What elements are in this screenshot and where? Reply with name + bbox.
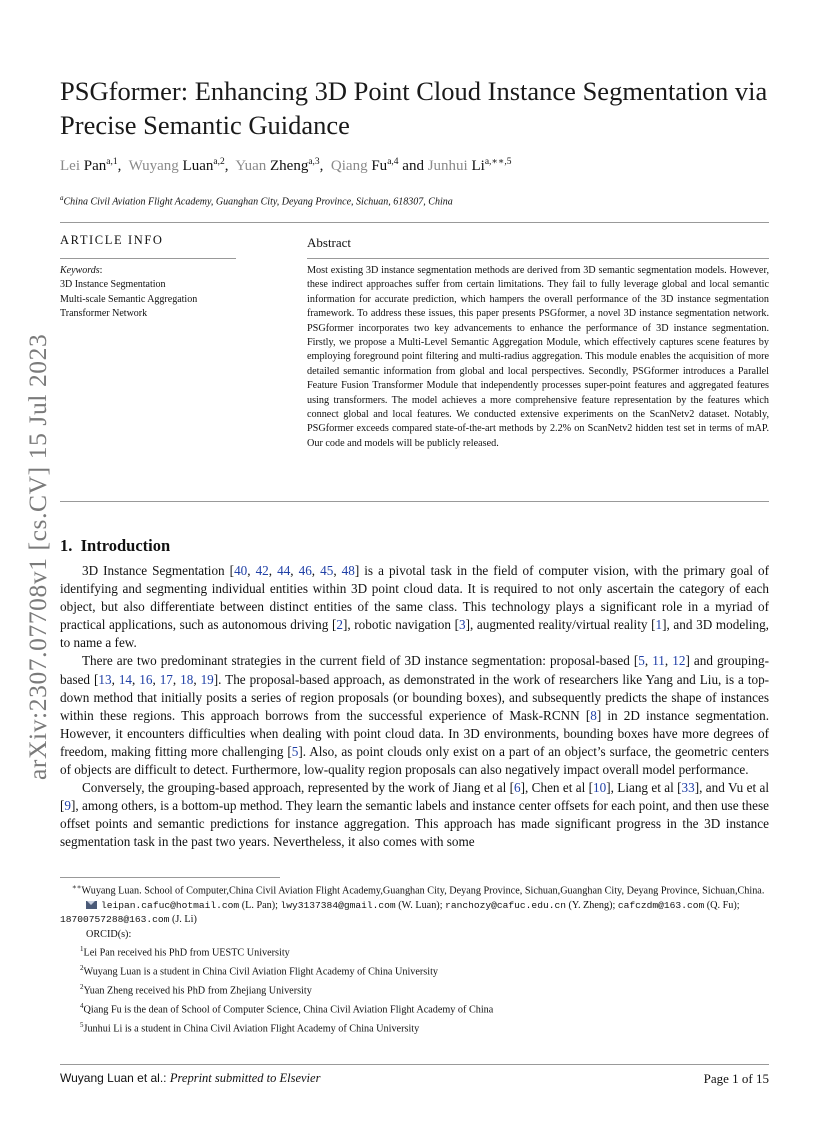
text-run: ,: [311, 563, 321, 578]
rule-after-abstract: [60, 501, 769, 502]
orcid-label: ORCID(s):: [86, 928, 132, 940]
footnote: $^1$Lei Pan received his PhD from UESTC University: [80, 945, 290, 959]
citation-link[interactable]: 45: [320, 563, 334, 578]
section-heading: 1. Introduction: [60, 536, 171, 555]
citation-link[interactable]: 10: [593, 780, 607, 796]
text-run: ,: [333, 563, 342, 578]
arxiv-side-stamp: arXiv:2307.07708v1 [cs.CV] 15 Jul 2023: [23, 333, 52, 780]
email-owner: (L. Pan);: [239, 899, 281, 911]
citation-link[interactable]: 9: [64, 798, 71, 814]
email-link[interactable]: leipan.cafuc@hotmail.com: [101, 899, 240, 911]
email-owner: (Q. Fu);: [704, 899, 740, 911]
author: Yuan Zheng$^{a,3}$: [235, 157, 320, 174]
keywords-block: Keywords: 3D Instance Segmentation Multi-scale Semantic Aggregation Transformer Network: [60, 264, 197, 322]
citation-link[interactable]: 14: [118, 671, 132, 687]
text-run: ,: [247, 563, 256, 578]
citation-link[interactable]: 19: [200, 671, 214, 687]
text-run: ,: [111, 671, 119, 687]
email-owner: (J. Li): [169, 914, 197, 926]
paragraph: [60, 562, 769, 652]
text-run: ], Chen et al [: [520, 780, 594, 796]
abstract-text: Most existing 3D instance segmentation methods are derived from 3D semantic segmentation models. However, these indirect approaches suffer from certain limitations. They fail to fully leverage global and local semantic information for accurate prediction, which hampers the overall performance of the 3D instance segmentation framework. To address these issues, this paper presents PSGformer, a novel 3D instance segmentation network. PSGformer incorporates two key advancements to enhance the performance of 3D instance segmentation. Firstly, we propose a Multi-Level Semantic Aggregation Module, which effectively captures scene features by employing foreground point filtering and multi-radius aggregation. This module enables the acquisition of more detailed semantic information from global and local perspectives. Secondly, PSGformer introduces a Parallel Feature Fusion Transformer Module that independently processes super-point features and aggregated features using transformers. The model achieves a more comprehensive feature representation by the features which connect global and local features. We conducted extensive experiments on the ScanNetv2 dataset. Notably, PSGformer exceeds compared state-of-the-art methods by 2.2% on ScanNetv2 hidden test set in terms of mAP. Our code and models will be publicly released.: [307, 265, 769, 449]
author-list: Lei Pan$^{a,1}$, Wuyang Luan$^{a,2}$, Yuan Zheng$^{a,3}$, Qiang Fu$^{a,4}$ and Junhui $Li^{a,∗∗,5}$: [60, 157, 512, 174]
text-run: ], among others, is a bottom-up method. They learn the semantic labels and instance center offsets for each point, and then use these offset points and semantic predictions for instance aggregation. This approach has made significant progress in the 3D instance segmentation task in the past two years. Nevertheless, it also comes with some: [60, 798, 769, 850]
paragraph: [60, 779, 769, 851]
footnotes: [60, 880, 769, 1037]
footnote: $^4$Qiang Fu is the dean of School of Computer Science, China Civil Aviation Flight Academy of China: [80, 1002, 494, 1016]
email-link[interactable]: 18700757288@163.com: [60, 914, 170, 926]
keyword: 3D Instance Segmentation: [60, 279, 166, 291]
citation-link[interactable]: 6: [514, 780, 521, 796]
citation-link[interactable]: 11: [652, 653, 665, 669]
text-run: ] and grouping-based [: [60, 653, 770, 687]
paper-title: PSGformer: Enhancing 3D Point Cloud Instance Segmentation via Precise Semantic Guidance: [60, 76, 768, 140]
citation-link[interactable]: 48: [341, 563, 355, 578]
citation-link[interactable]: 40: [234, 563, 248, 578]
text-run: ,: [290, 563, 299, 578]
citation-link[interactable]: 16: [139, 671, 153, 687]
envelope-icon: [86, 901, 97, 909]
text-run: ]. Also, as point clouds only exist on a part of an object’s surface, the geometric centers of objects are difficult to detect. Furthermore, low-quality region proposals can also negatively impact overall model performance.: [60, 743, 769, 778]
text-run: ,: [664, 653, 673, 669]
citation-link[interactable]: 13: [98, 671, 112, 687]
running-footer: Wuyang Luan et al.: Preprint submitted to Elsevier: [60, 1071, 321, 1085]
text-run: ,: [172, 671, 181, 687]
rule-article-info: [60, 258, 236, 259]
citation-link[interactable]: 42: [255, 563, 269, 578]
citation-link[interactable]: 17: [159, 671, 173, 687]
email-link[interactable]: cafczdm@163.com: [617, 899, 705, 911]
rule-footnotes: [60, 877, 280, 878]
keyword: Multi-scale Semantic Aggregation: [60, 293, 198, 305]
page-number: Page 1 of 15: [703, 1071, 769, 1086]
text-run: Conversely, the grouping-based approach, represented by the work of Jiang et al [: [82, 780, 515, 796]
citation-link[interactable]: 2: [336, 617, 343, 633]
text-run: 3D Instance Segmentation [: [82, 563, 235, 578]
text-run: ] is a pivotal task in the field of computer vision, with the primary goal of identifying and segmenting individual entities within 3D point cloud data. It is required to not only ascertain the category of each object, but also differentiate between distinct entities of the same class. This technology plays a significant role in a myriad of practical applications, such as autonomous driving [: [60, 563, 770, 633]
citation-link[interactable]: 5: [291, 743, 299, 759]
text-run: ,: [132, 671, 140, 687]
email-link[interactable]: lwy3137384@gmail.com: [280, 899, 396, 911]
text-run: ], and 3D modeling, to name a few.: [60, 617, 769, 651]
footnote: $^5$Junhui Li is a student in China Civil Aviation Flight Academy of China University: [80, 1020, 420, 1035]
author: Wuyang Luan$^{a,2}$: [128, 157, 225, 174]
keywords-label: Keywords: [60, 265, 100, 276]
citation-link[interactable]: 3: [458, 617, 466, 633]
paragraph: [60, 652, 769, 779]
text-run: ]. The proposal-based approach, as demonstrated in the work of researchers like Yang and Liu, is a top-down method that initially posits a series of region proposals (or bounding boxes), and subsequently predicts the shape of instances within these regions. This approach borrows from the successful experience of Mask-RCNN [: [60, 671, 770, 723]
text-run: There are two predominant strategies in the current field of 3D instance segmentation: proposal-based [: [82, 653, 639, 669]
rule-abstract: [307, 258, 769, 259]
email-owner: (Y. Zheng);: [565, 899, 618, 911]
affiliation: $^a$China Civil Aviation Flight Academy, Guanghan City, Deyang Province, Sichuan, 618307, China: [60, 194, 453, 208]
citation-link[interactable]: 33: [681, 780, 695, 796]
citation-link[interactable]: 44: [277, 563, 291, 578]
citation-link[interactable]: 18: [180, 671, 194, 687]
citation-link[interactable]: 1: [655, 617, 663, 633]
email-entries: [60, 900, 740, 926]
text-run: ], and Vu et al [: [60, 780, 770, 814]
keyword: Transformer Network: [60, 308, 148, 320]
rule-top: [60, 222, 769, 223]
email-link[interactable]: ranchozy@cafuc.edu.cn: [445, 899, 566, 911]
email-list: [60, 899, 769, 928]
footnote: $^2$Yuan Zheng received his PhD from Zhejiang University: [80, 983, 312, 997]
abstract-heading: Abstract: [307, 235, 352, 250]
author: Qiang Fu$^{a,4}$: [330, 157, 399, 174]
email-owner: (W. Luan);: [395, 899, 446, 911]
text-run: ] in 2D instance segmentation. However, it encounters difficulties when dealing with point cloud data. In 3D environments, bounding boxes have more degrees of freedom, making fitting more challenging [: [60, 707, 769, 759]
text-run: ,: [644, 653, 653, 669]
text-run: ,: [152, 671, 160, 687]
footnote: $^2$Wuyang Luan is a student in China Civil Aviation Flight Academy of China University: [80, 964, 439, 978]
introduction-body: [60, 562, 769, 852]
citation-link[interactable]: 8: [590, 707, 597, 723]
citation-link[interactable]: 12: [672, 653, 686, 669]
text-run: ,: [268, 563, 278, 578]
citation-link[interactable]: 46: [298, 563, 312, 578]
author: Junhui $Li^{a,∗∗,5}$: [427, 157, 512, 174]
text-run: ], robotic navigation [: [342, 617, 459, 633]
text-run: ,: [193, 671, 201, 687]
rule-footer: [60, 1064, 769, 1065]
text-run: ], Liang et al [: [606, 780, 682, 796]
article-info-heading: ARTICLE INFO: [60, 233, 164, 247]
author: Lei Pan$^{a,1}$: [60, 157, 118, 174]
text-run: ], augmented reality/virtual reality [: [465, 617, 656, 633]
corresponding-author-note: ∗∗Wuyang Luan. School of Computer,China Civil Aviation Flight Academy,Guanghan City, Deyang Province, Sichuan,Guanghan City, Deyang Province, Sichuan,China.: [72, 883, 765, 897]
citation-link[interactable]: 5: [638, 653, 645, 669]
